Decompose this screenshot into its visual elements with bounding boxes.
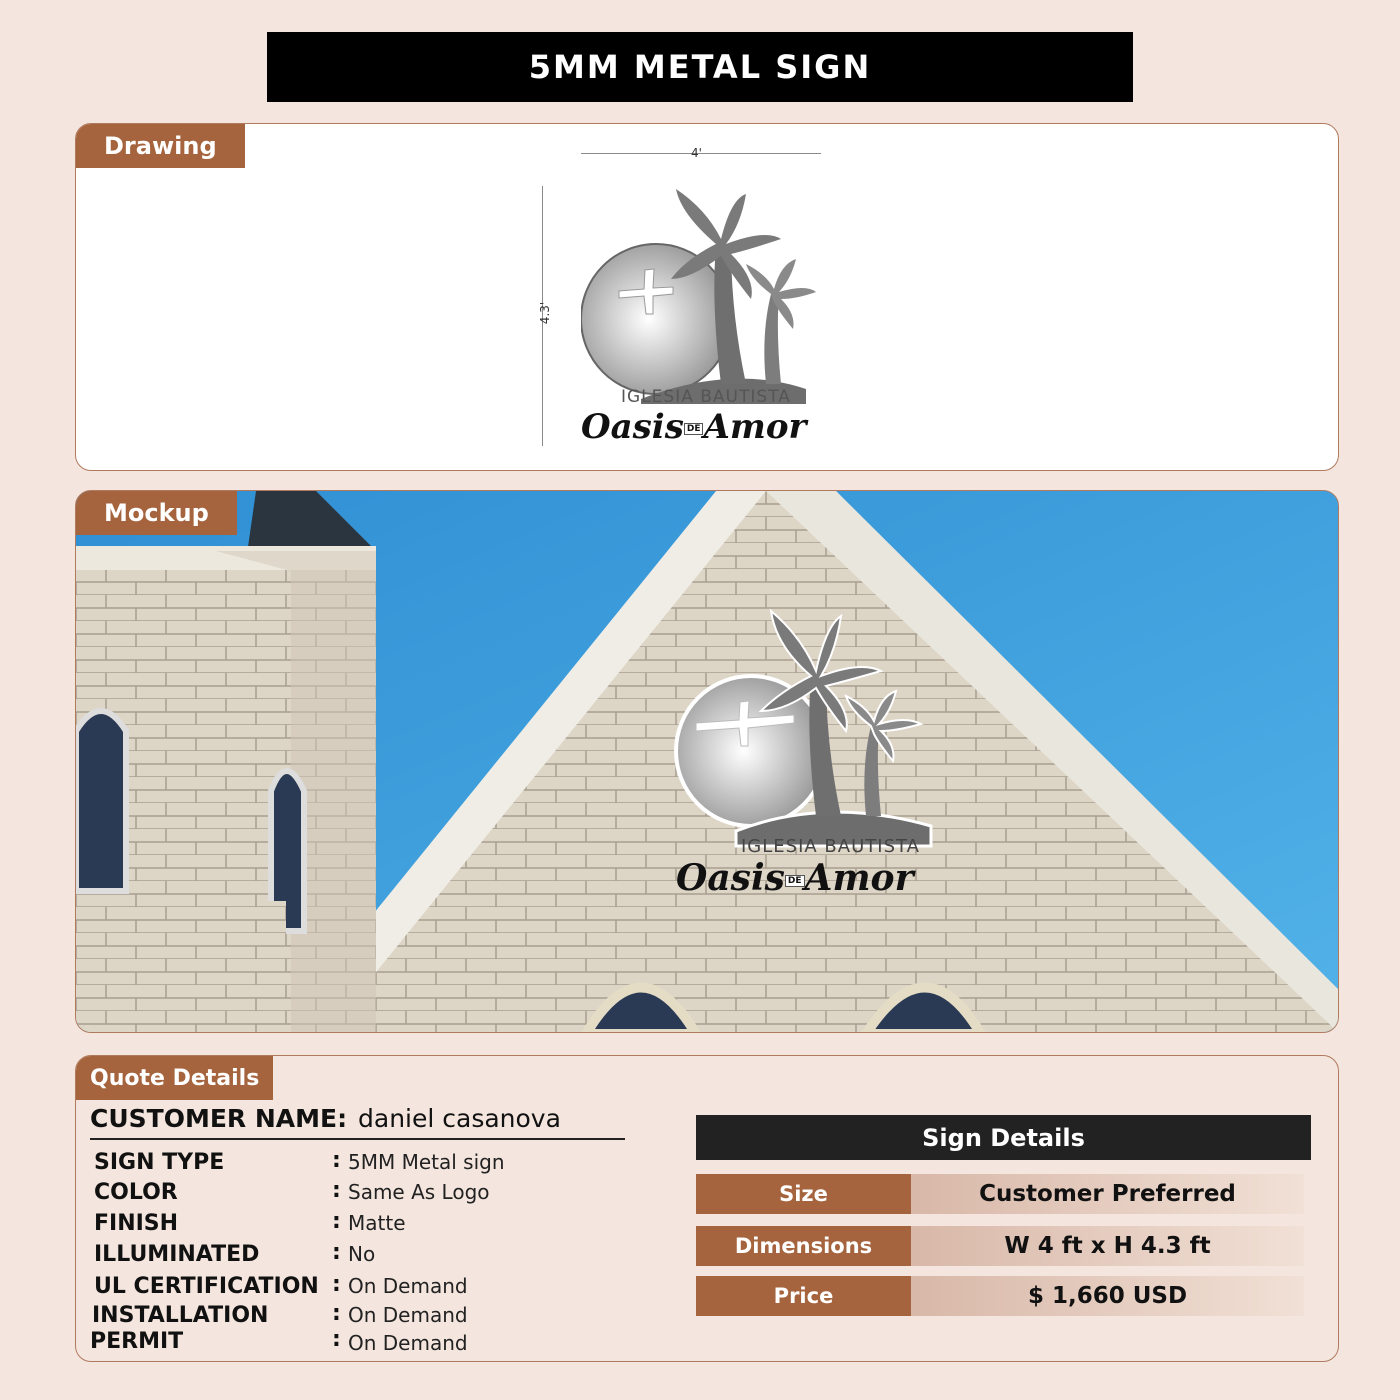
finish-colon: : (332, 1209, 341, 1234)
mockup-logo-word2: Amor (804, 857, 914, 899)
price-value: $ 1,660 USD (911, 1276, 1304, 1316)
sign-type-label: SIGN TYPE (94, 1150, 225, 1175)
permit-label: PERMIT (90, 1329, 184, 1354)
quote-panel (75, 1055, 1339, 1362)
mockup-panel (75, 490, 1339, 1033)
price-row (696, 1276, 1304, 1316)
ul-certification-value: On Demand (348, 1274, 468, 1298)
sign-type-colon: : (332, 1148, 341, 1173)
sign-type-value: 5MM Metal sign (348, 1150, 505, 1174)
drawing-tab: Drawing (76, 124, 245, 168)
price-label: Price (696, 1276, 911, 1316)
size-label: Size (696, 1174, 911, 1214)
width-dimension-label: 4' (691, 146, 702, 160)
dimensions-label: Dimensions (696, 1226, 911, 1266)
ul-certification-label: UL CERTIFICATION (94, 1274, 319, 1299)
permit-value: On Demand (348, 1331, 468, 1355)
size-value: Customer Preferred (911, 1174, 1304, 1214)
mockup-logo-de: DE (785, 875, 805, 887)
sign-details-header: Sign Details (696, 1115, 1311, 1160)
dimensions-row (696, 1226, 1304, 1266)
installation-colon: : (332, 1301, 341, 1326)
installation-label: INSTALLATION (92, 1303, 269, 1328)
color-label: COLOR (94, 1180, 178, 1205)
page-title: 5MM METAL SIGN (267, 32, 1133, 102)
logo-word1: Oasis (581, 407, 684, 447)
illuminated-value: No (348, 1242, 376, 1266)
finish-value: Matte (348, 1211, 406, 1235)
logo-word2: Amor (703, 407, 807, 447)
logo-line2 (581, 407, 806, 447)
mockup-logo-line2 (676, 857, 914, 899)
height-dimension-label: 4.3' (538, 301, 553, 325)
customer-name-value: daniel casanova (358, 1104, 561, 1133)
dimensions-value: W 4 ft x H 4.3 ft (911, 1226, 1304, 1266)
illuminated-label: ILLUMINATED (94, 1242, 260, 1267)
church-facade-image (76, 491, 1339, 1033)
logo-graphic-icon (581, 184, 821, 404)
mockup-logo-line1: IGLESIA BAUTISTA (741, 836, 920, 857)
mockup-logo-word1: Oasis (676, 857, 785, 899)
installation-value: On Demand (348, 1303, 468, 1327)
logo-de: DE (684, 423, 704, 435)
mockup-tab: Mockup (76, 491, 237, 535)
color-colon: : (332, 1178, 341, 1203)
color-value: Same As Logo (348, 1180, 490, 1204)
finish-label: FINISH (94, 1211, 179, 1236)
customer-name-label: CUSTOMER NAME: (90, 1104, 348, 1133)
logo-drawing (581, 184, 821, 454)
size-row (696, 1174, 1304, 1214)
illuminated-colon: : (332, 1240, 341, 1265)
logo-line1: IGLESIA BAUTISTA (621, 387, 791, 407)
ul-certification-colon: : (332, 1272, 341, 1297)
drawing-panel (75, 123, 1339, 471)
customer-divider (90, 1138, 625, 1140)
quote-tab: Quote Details (76, 1056, 273, 1100)
permit-colon: : (332, 1327, 341, 1352)
